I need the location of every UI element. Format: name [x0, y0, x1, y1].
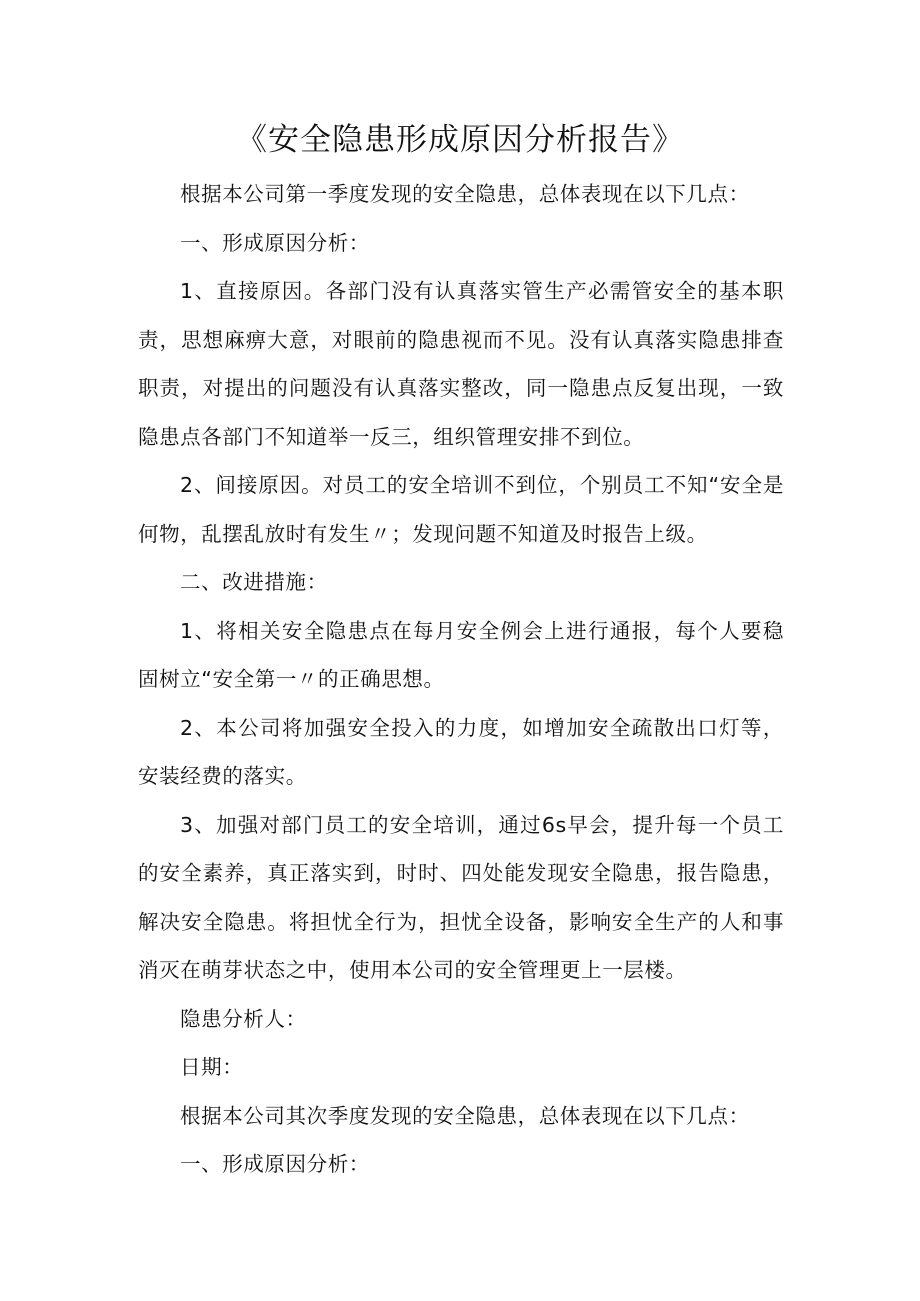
section-heading-improvement-measures: 二、改进措施：: [180, 570, 328, 594]
document-body: [138, 170, 784, 1189]
intro-paragraph-q1: 根据本公司第一季度发现的安全隐患，总体表现在以下几点：: [180, 182, 750, 206]
date-line: 日期：: [180, 1055, 244, 1079]
paragraph-measure-2: 2、本公司将加强安全投入的力度，如增加安全疏散出口灯等，安装经费的落实。: [138, 715, 784, 788]
paragraph-measure-3: 3、加强对部门员工的安全培训，通过6s早会，提升每一个员工的安全素养，真正落实到，时时、四处能发现安全隐患，报告隐患，解决安全隐患。将担忧全行为，担忧全设备，影响安全生产的人和事消灭在萌芽状态之中，使用本公司的安全管理更上一层楼。: [138, 812, 784, 982]
paragraph-measure-1: 1、将相关安全隐患点在每月安全例会上进行通报，每个人要稳固树立“安全第一〃的正确思想。: [138, 618, 784, 691]
section-heading-cause-analysis: 一、形成原因分析：: [180, 230, 370, 255]
section-heading-cause-analysis-q2: 一、形成原因分析：: [180, 1152, 370, 1176]
intro-paragraph-q2: 根据本公司其次季度发现的安全隐患，总体表现在以下几点：: [180, 1103, 750, 1128]
document-title: 《安全隐患形成原因分析报告》: [236, 122, 684, 158]
paragraph-direct-cause: 1、直接原因。各部门没有认真落实管生产必需管安全的基本职责，思想麻痹大意，对眼前的隐患视而不见。没有认真落实隐患排查职责，对提出的问题没有认真落实整改，同一隐患点反复出现，一致隐患点各部门不知道举一反三，组织管理安排不到位。: [138, 279, 784, 449]
analyst-signature-line: 隐患分析人：: [180, 1006, 307, 1031]
paragraph-indirect-cause: 2、间接原因。对员工的安全培训不到位，个别员工不知“安全是何物，乱摆乱放时有发生〃；发现问题不知道及时报告上级。: [138, 473, 784, 546]
